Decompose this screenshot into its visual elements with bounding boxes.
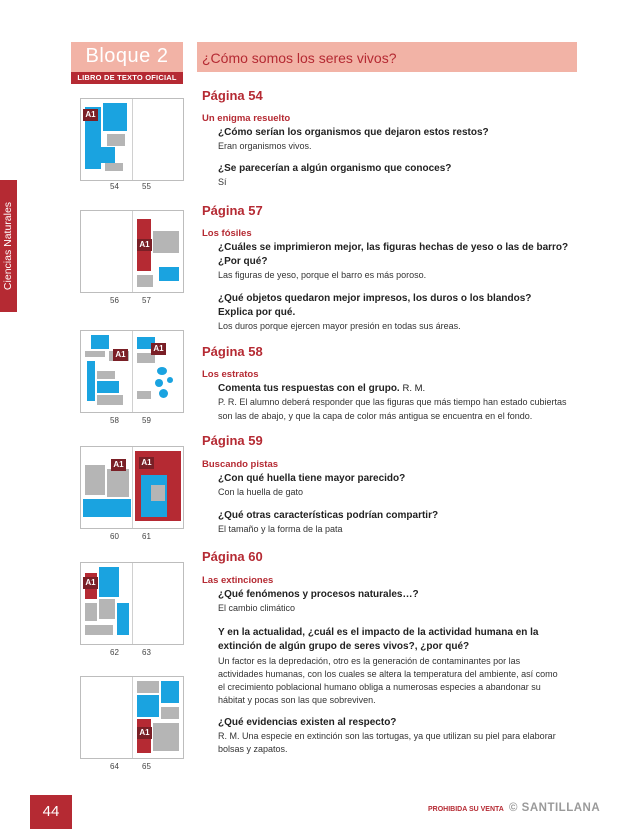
page-number-right: 59 (142, 416, 151, 425)
page-thumbnail (80, 210, 184, 293)
page-number-left: 62 (110, 648, 119, 657)
activity-tag: A1 (83, 577, 98, 589)
section-subtitle: Buscando pistas (202, 459, 279, 470)
question: ¿Cuáles se imprimieron mejor, las figuras hechas de yeso o las de barro? (218, 242, 569, 253)
answer: Eran organismos vivos. (218, 141, 312, 151)
page-number-left: 54 (110, 182, 119, 191)
answer: Las figuras de yeso, porque el barro es más poroso. (218, 270, 427, 280)
page-title: ¿Cómo somos los seres vivos? (202, 50, 397, 66)
question: ¿Cómo serían los organismos que dejaron estos restos? (218, 127, 489, 138)
section-subtitle: Los fósiles (202, 228, 252, 239)
page-number-left: 60 (110, 532, 119, 541)
answer: P. R. El alumno deberá responder que las figuras que más tiempo han estado cubiertas (218, 397, 567, 407)
question: ¿Se parecerían a algún organismo que conoces? (218, 163, 452, 174)
activity-tag: A1 (139, 457, 154, 469)
activity-tag: A1 (137, 239, 152, 251)
prohibida-label: PROHIBIDA SU VENTA (428, 806, 504, 813)
footer-page-number: 44 (42, 803, 60, 820)
libro-label: LIBRO DE TEXTO OFICIAL (71, 72, 183, 84)
section-subtitle: Los estratos (202, 369, 259, 380)
question: ¿Qué fenómenos y procesos naturales…? (218, 589, 419, 600)
question: ¿Qué evidencias existen al respecto? (218, 717, 397, 728)
question (218, 382, 425, 396)
answer-cont: el crecimiento poblacional humano obliga a numerosas especies a abandonar su (218, 682, 541, 692)
activity-tag: A1 (111, 459, 126, 471)
answer-cont: son las de abajo, y que la capa de color más antigua se encuentra en el fondo. (218, 411, 533, 421)
question-text: Comenta tus respuestas con el grupo. (218, 383, 400, 394)
section-title: Página 59 (202, 433, 263, 448)
question-cont: extinción de algún grupo de seres vivos?, ¿por qué? (218, 641, 470, 652)
answer: El tamaño y la forma de la pata (218, 524, 343, 534)
page-thumbnail (80, 676, 184, 759)
page-number-right: 57 (142, 296, 151, 305)
section-title: Página 58 (202, 344, 263, 359)
page-number-right: 61 (142, 532, 151, 541)
answer: Un factor es la depredación, otro es la generación de contaminantes por las (218, 656, 521, 666)
section-title: Página 57 (202, 203, 263, 218)
activity-tag: A1 (151, 343, 166, 355)
rm-label: R. M. (402, 383, 426, 394)
page-thumbnail (80, 330, 184, 413)
publisher-logo: © SANTILLANA (509, 802, 601, 814)
side-tab-label: Ciencias Naturales (2, 201, 14, 291)
page-thumbnail (80, 446, 184, 529)
section-subtitle: Las extinciones (202, 575, 274, 586)
activity-tag: A1 (113, 349, 128, 361)
section-title: Página 60 (202, 549, 263, 564)
answer: Con la huella de gato (218, 487, 304, 497)
answer: Los duros porque ejercen mayor presión en todas sus áreas. (218, 321, 461, 331)
page-number-right: 55 (142, 182, 151, 191)
section-title: Página 54 (202, 88, 263, 103)
page-number-right: 63 (142, 648, 151, 657)
answer: R. M. Una especie en extinción son las tortugas, ya que utilizan su piel para elaborar (218, 731, 556, 741)
page-thumbnail (80, 562, 184, 645)
answer: Sí (218, 177, 227, 187)
answer-cont: actividades humanas, con los cuales se altera la temperatura del ambiente, así como (218, 669, 558, 679)
page-number-right: 65 (142, 762, 151, 771)
answer-cont: bolsas y zapatos. (218, 744, 288, 754)
question: ¿Qué otras características podrían compartir? (218, 510, 439, 521)
page-thumbnail (80, 98, 184, 181)
page-number-left: 56 (110, 296, 119, 305)
activity-tag: A1 (137, 727, 152, 739)
question-cont: ¿Por qué? (218, 256, 268, 267)
question: ¿Con qué huella tiene mayor parecido? (218, 473, 406, 484)
question-cont: Explica por qué. (218, 307, 296, 318)
bloque-title: Bloque 2 (85, 45, 169, 67)
section-subtitle: Un enigma resuelto (202, 113, 291, 124)
answer: El cambio climático (218, 603, 296, 613)
activity-tag: A1 (83, 109, 98, 121)
question: ¿Qué objetos quedaron mejor impresos, los duros o los blandos? (218, 293, 532, 304)
page-number-left: 64 (110, 762, 119, 771)
page-number-left: 58 (110, 416, 119, 425)
question: Y en la actualidad, ¿cuál es el impacto de la actividad humana en la (218, 627, 539, 638)
answer-cont: hábitat y pocas son las que sobreviven. (218, 695, 376, 705)
